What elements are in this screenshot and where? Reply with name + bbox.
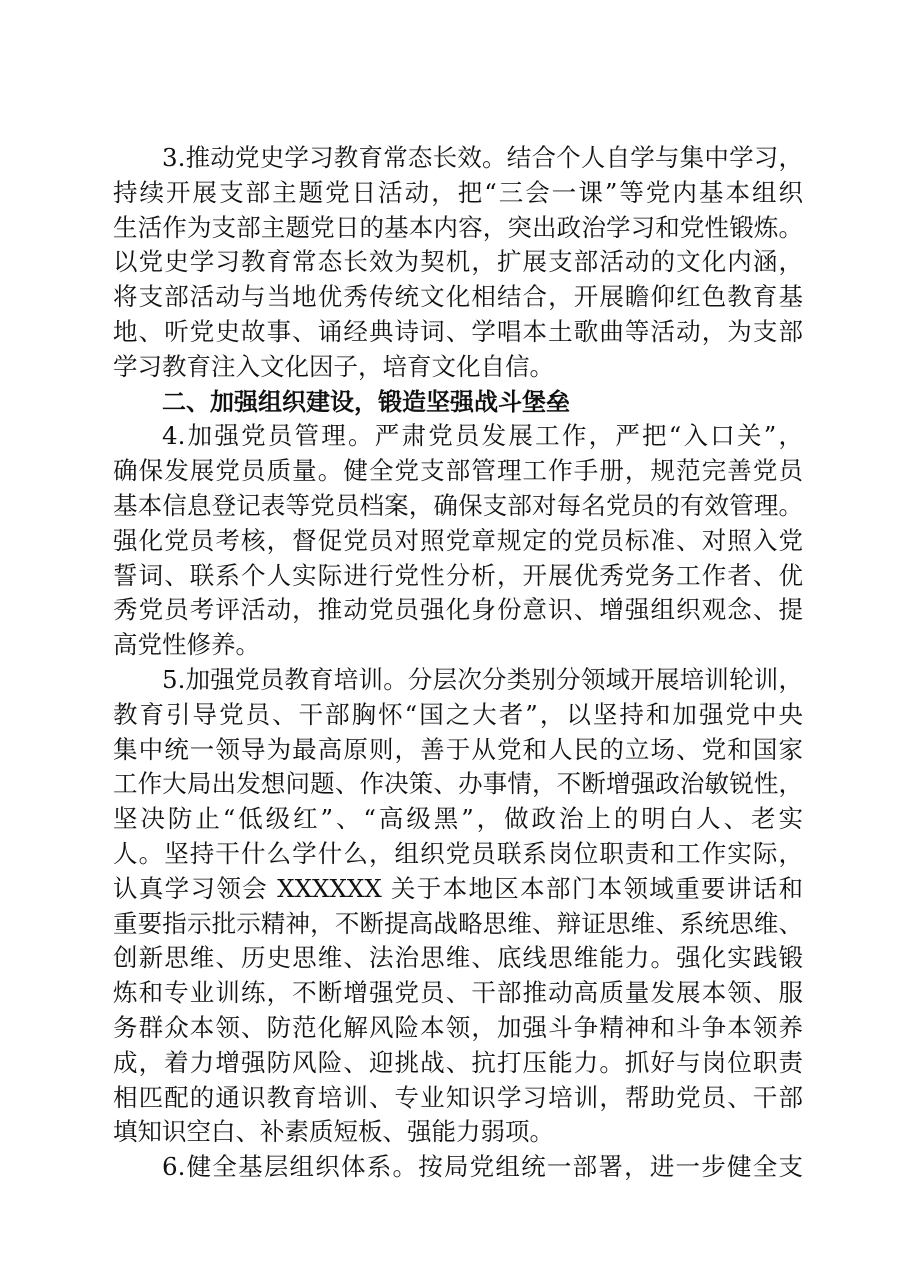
text-line: 创新思维、历史思维、法治思维、底线思维能力。强化实践锻	[113, 943, 803, 973]
text-line: 誓词、联系个人实际进行党性分析，开展优秀党务工作者、优	[113, 560, 803, 590]
section-heading-2	[113, 385, 803, 420]
paragraph-4	[113, 419, 803, 663]
text-line: 相匹配的通识教育培训、专业知识学习培训，帮助党员、干部	[113, 1082, 803, 1112]
text-line: 强化党员考核，督促党员对照党章规定的党员标准、对照入党	[113, 525, 803, 555]
text-line: 坚决防止“低级红”、“高级黑”，做政治上的明白人、老实	[113, 804, 803, 834]
text-line: 持续开展支部主题党日活动，把“三会一课”等党内基本组织	[113, 177, 803, 207]
text-line: 学习教育注入文化因子，培育文化自信。	[113, 351, 554, 381]
paragraph-6	[113, 1150, 803, 1185]
text-line: 高党性修养。	[113, 630, 260, 660]
text-line: 以党史学习教育常态长效为契机，扩展支部活动的文化内涵，	[113, 247, 803, 277]
section-heading: 二、加强组织建设，锻造坚强战斗堡垒	[162, 387, 570, 416]
text-line: 将支部活动与当地优秀传统文化相结合，开展瞻仰红色教育基	[113, 282, 803, 312]
text-line: 基本信息登记表等党员档案，确保支部对每名党员的有效管理。	[113, 490, 803, 520]
text-line: 认真学习领会 XXXXXX 关于本地区本部门本领域重要讲话和	[113, 873, 803, 903]
text-line: 生活作为支部主题党日的基本内容，突出政治学习和党性锻炼。	[113, 212, 803, 242]
document-page	[113, 141, 803, 1185]
text-line: 地、听党史故事、诵经典诗词、学唱本土歌曲等活动，为支部	[113, 316, 803, 346]
text-line: 确保发展党员质量。健全党支部管理工作手册，规范完善党员	[113, 456, 803, 486]
text-line: 人。坚持干什么学什么，组织党员联系岗位职责和工作实际，	[113, 838, 803, 868]
paragraph-5	[113, 663, 803, 1150]
text-line: 填知识空白、补素质短板、强能力弱项。	[113, 1117, 554, 1147]
text-line: 重要指示批示精神，不断提高战略思维、辩证思维、系统思维、	[113, 908, 803, 938]
text-line: 5.加强党员教育培训。分层次分类别分领域开展培训轮训，	[162, 664, 803, 694]
text-line: 6.健全基层组织体系。按局党组统一部署，进一步健全支	[162, 1152, 803, 1182]
text-line: 秀党员考评活动，推动党员强化身份意识、增强组织观念、提	[113, 595, 803, 625]
text-line: 教育引导党员、干部胸怀“国之大者”，以坚持和加强党中央	[113, 699, 803, 729]
paragraph-3	[113, 141, 803, 385]
text-line: 成，着力增强防风险、迎挑战、抗打压能力。抓好与岗位职责	[113, 1047, 803, 1077]
text-line: 工作大局出发想问题、作决策、办事情，不断增强政治敏锐性，	[113, 769, 803, 799]
text-line: 务群众本领、防范化解风险本领，加强斗争精神和斗争本领养	[113, 1012, 803, 1042]
text-line: 炼和专业训练，不断增强党员、干部推动高质量发展本领、服	[113, 978, 803, 1008]
text-line: 集中统一领导为最高原则，善于从党和人民的立场、党和国家	[113, 734, 803, 764]
text-line: 4.加强党员管理。严肃党员发展工作，严把“入口关”，	[162, 421, 803, 451]
text-line: 3.推动党史学习教育常态长效。结合个人自学与集中学习，	[162, 143, 803, 172]
